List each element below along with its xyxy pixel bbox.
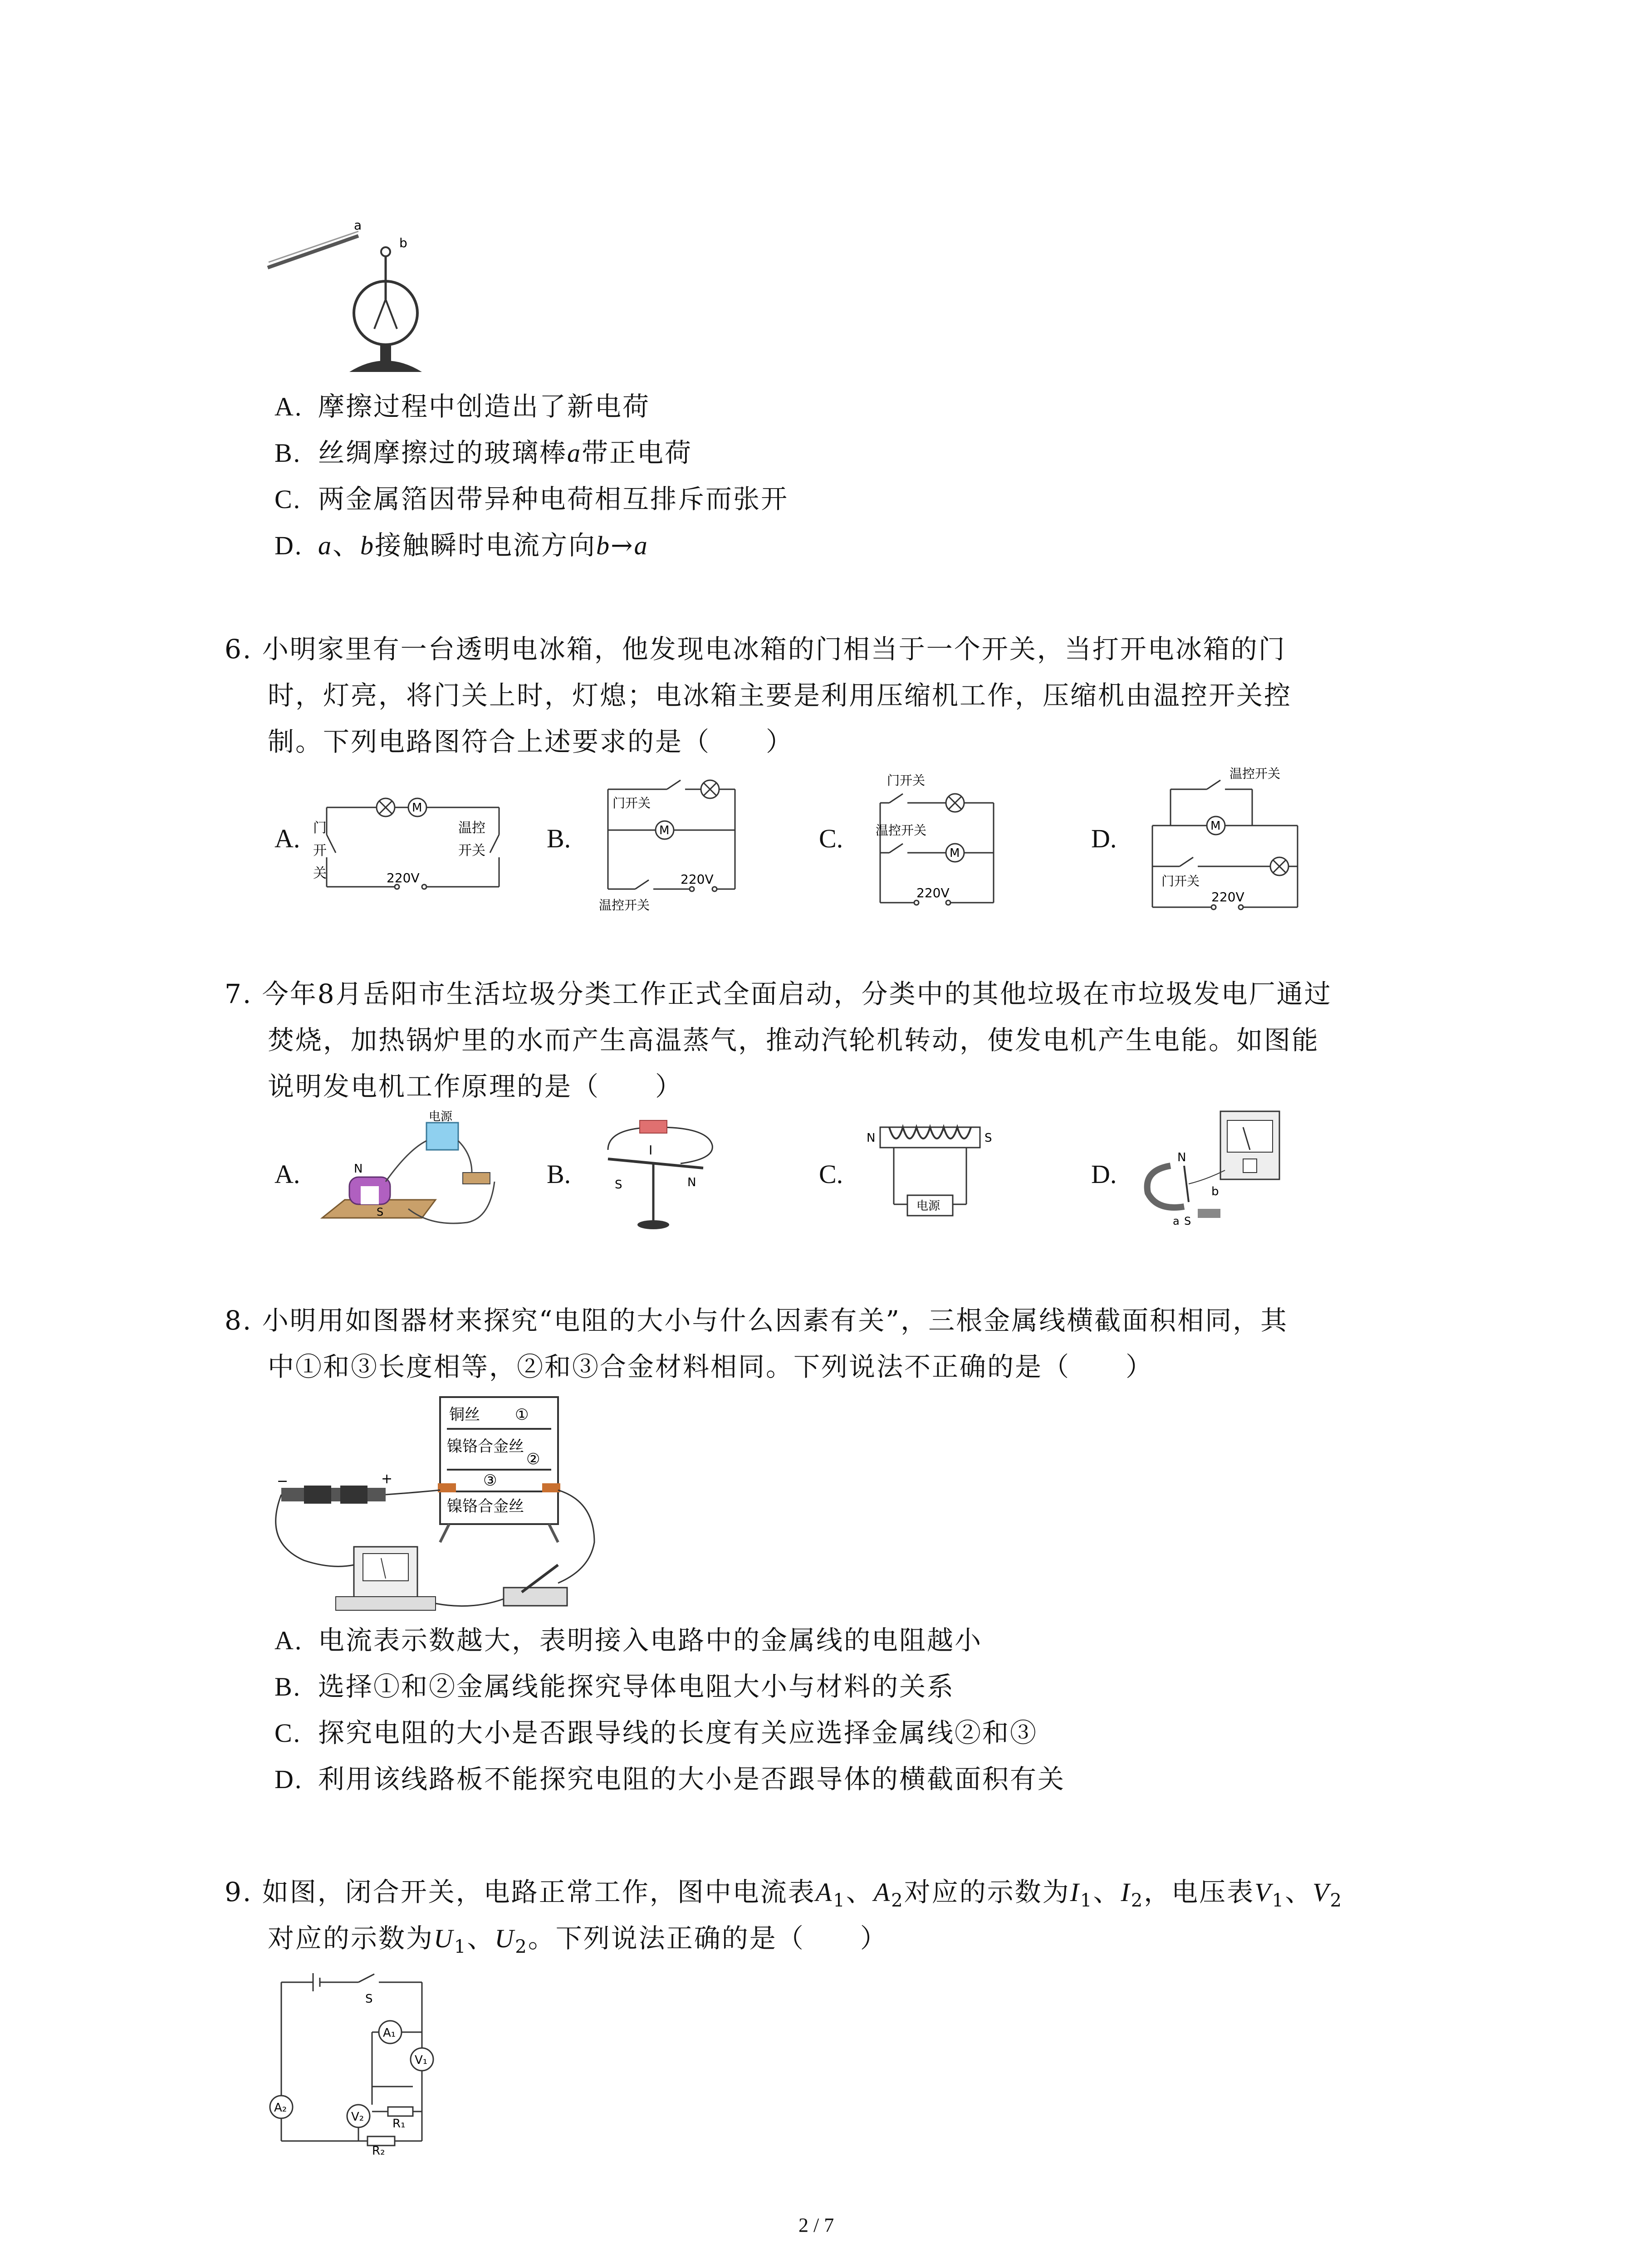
temp-switch-label: 温控开关 [1230, 766, 1281, 781]
q9-line-1: 9. 如图，闭合开关，电路正常工作，图中电流表$A_1$、$A_2$对应的示数为$I_1$、$I_2$，电压表$V_1$、$V_2$ [225, 1877, 1343, 1911]
voltage-label: 220V [681, 872, 714, 887]
var-b: b [596, 531, 611, 560]
option-label: C. [274, 1718, 302, 1748]
q9-circuit-figure [263, 1964, 454, 2158]
q7-fig-a [318, 1110, 508, 1232]
battery-plus: + [381, 1471, 393, 1487]
option-text: 探究电阻的大小是否跟导线的长度有关应选择金属线②和③ [318, 1717, 1038, 1748]
q8-option-c[interactable] [274, 1710, 1038, 1756]
option-text: 两金属箔因带异种电荷相互排斥而张开 [318, 484, 789, 514]
voltmeter-v1-label: V₁ [415, 2053, 428, 2067]
q9-text: 9. 如图，闭合开关，电路正常工作，图中电流表 [225, 1877, 816, 1907]
s-label: S [615, 1178, 622, 1192]
wire3-label: 镍铬合金丝 [447, 1497, 524, 1515]
temp-switch-label: 温控开关 [599, 898, 650, 913]
arrow: → [611, 530, 634, 561]
power-label: 电源 [429, 1110, 453, 1124]
voltage-label: 220V [916, 885, 950, 900]
option-text: 摩擦过程中创造出了新电荷 [318, 391, 651, 422]
wire2-number: ② [526, 1450, 540, 1468]
q6-line-2: 时，灯亮，将门关上时，灯熄；电冰箱主要是利用压缩机工作，压缩机由温控开关控 [268, 680, 1292, 711]
q8-line-2: 中①和③长度相等，②和③合金材料相同。下列说法不正确的是（ ） [268, 1351, 1154, 1382]
voltage-label: 220V [387, 870, 420, 885]
option-label: A. [274, 1626, 303, 1655]
q9-line-2: 对应的示数为$U_1$、$U_2$。下列说法正确的是（ ） [268, 1923, 888, 1957]
motor-label: M [950, 846, 960, 860]
switch-label: S [365, 1992, 373, 2006]
option-text: 选择①和②金属线能探究导体电阻大小与材料的关系 [318, 1671, 955, 1702]
option-label: D. [274, 1765, 303, 1794]
q8-option-d[interactable] [274, 1756, 1065, 1803]
option-label: D. [274, 531, 303, 560]
q7-fig-b [590, 1109, 735, 1236]
ammeter-a2-label: A₂ [274, 2101, 287, 2115]
door-switch-label-2: 开 [313, 843, 327, 859]
q5-option-d[interactable] [274, 522, 649, 569]
q6-choice-d[interactable]: D. [1091, 824, 1117, 853]
option-text: 接触瞬时电流方向 [375, 530, 597, 561]
wire3-number: ③ [483, 1471, 497, 1490]
q5-ball-label: b [399, 235, 407, 250]
q6-choice-c[interactable]: C. [819, 824, 843, 853]
option-label: C. [274, 484, 302, 514]
temp-switch-label-2: 开关 [458, 843, 485, 859]
q7-choice-c[interactable]: C. [819, 1159, 843, 1189]
option-text: 利用该线路板不能探究电阻的大小是否跟导体的横截面积有关 [318, 1764, 1066, 1794]
q6-circuit-a [313, 789, 517, 898]
door-switch-label-1: 门 [313, 820, 327, 836]
q7-choice-b[interactable]: B. [547, 1159, 571, 1189]
motor-label: M [1210, 819, 1221, 833]
option-label: A. [274, 392, 303, 421]
power-label: 电源 [916, 1199, 941, 1213]
q7-line-3: 说明发电机工作原理的是（ ） [268, 1071, 683, 1102]
option-text: 丝绸摩擦过的玻璃棒 [318, 437, 568, 468]
option-text: 、 [333, 530, 361, 561]
q7-choice-a[interactable]: A. [274, 1159, 300, 1189]
var-b: b [360, 531, 375, 560]
s-label: S [985, 1131, 992, 1145]
wire1-number: ① [515, 1406, 529, 1424]
var-a: a [634, 531, 649, 560]
temp-switch-label: 温控开关 [876, 823, 927, 838]
battery-minus: − [277, 1473, 289, 1489]
q6-line-1: 6. 小明家里有一台透明电冰箱，他发现电冰箱的门相当于一个开关，当打开电冰箱的门 [225, 634, 1286, 665]
q8-option-b[interactable] [274, 1663, 955, 1710]
i-label: I [649, 1143, 653, 1158]
q7-line-2: 焚烧，加热锅炉里的水而产生高温蒸气，推动汽轮机转动，使发电机产生电能。如图能 [268, 1025, 1320, 1056]
s-label: S [377, 1206, 384, 1218]
page-number: 2 / 7 [798, 2214, 834, 2236]
q5-option-a[interactable] [274, 383, 650, 430]
option-label: B. [274, 438, 302, 468]
q6-circuit-d [1143, 762, 1343, 921]
door-switch-label-3: 关 [313, 865, 327, 881]
motor-label: M [412, 801, 422, 815]
n-label: N [687, 1176, 696, 1189]
ammeter-a1-label: A₁ [383, 2026, 396, 2040]
q7-choice-d[interactable]: D. [1091, 1159, 1117, 1189]
var-a: a [567, 438, 582, 468]
q6-choice-a[interactable]: A. [274, 824, 300, 853]
q8-apparatus-figure [268, 1393, 622, 1624]
var-a: a [318, 531, 333, 560]
q5-electroscope-figure [263, 213, 436, 386]
q8-line-1: 8. 小明用如图器材来探究“电阻的大小与什么因素有关”，三根金属线横截面积相同，其 [225, 1305, 1288, 1336]
q5-option-b[interactable] [274, 430, 692, 476]
q7-fig-c [862, 1109, 1007, 1227]
q7-fig-d [1134, 1102, 1298, 1234]
option-text: 带正电荷 [582, 437, 693, 468]
b-label: b [1211, 1185, 1219, 1198]
voltage-label: 220V [1211, 890, 1244, 904]
q6-circuit-b [599, 771, 744, 916]
q5-rod-label: a [354, 218, 362, 233]
s-label: S [1184, 1215, 1191, 1227]
q6-line-3: 制。下列电路图符合上述要求的是（ ） [268, 726, 794, 757]
q5-option-c[interactable] [274, 476, 789, 523]
motor-label: M [659, 824, 670, 837]
temp-switch-label-1: 温控 [458, 820, 485, 836]
n-label: N [867, 1131, 876, 1145]
n-label: N [1177, 1151, 1186, 1164]
option-label: B. [274, 1672, 302, 1701]
q6-circuit-c [871, 767, 1016, 916]
q8-option-a[interactable] [274, 1617, 982, 1664]
a-label: a [1173, 1215, 1180, 1227]
wire2-label: 镍铬合金丝 [447, 1437, 524, 1456]
q6-choice-b[interactable]: B. [547, 824, 571, 853]
q7-line-1: 7. 今年8月岳阳市生活垃圾分类工作正式全面启动，分类中的其他垃圾在市垃圾发电厂通过 [225, 978, 1332, 1009]
option-text: 电流表示数越大，表明接入电路中的金属线的电阻越小 [318, 1625, 983, 1656]
door-switch-label: 门开关 [1161, 874, 1200, 889]
door-switch-label: 门开关 [887, 773, 926, 788]
n-label: N [354, 1162, 363, 1176]
resistor-r2-label: R₂ [372, 2144, 385, 2158]
voltmeter-v2-label: V₂ [351, 2110, 364, 2124]
door-switch-label: 门开关 [612, 796, 651, 811]
resistor-r1-label: R₁ [392, 2117, 406, 2131]
wire1-label: 铜丝 [449, 1406, 480, 1424]
